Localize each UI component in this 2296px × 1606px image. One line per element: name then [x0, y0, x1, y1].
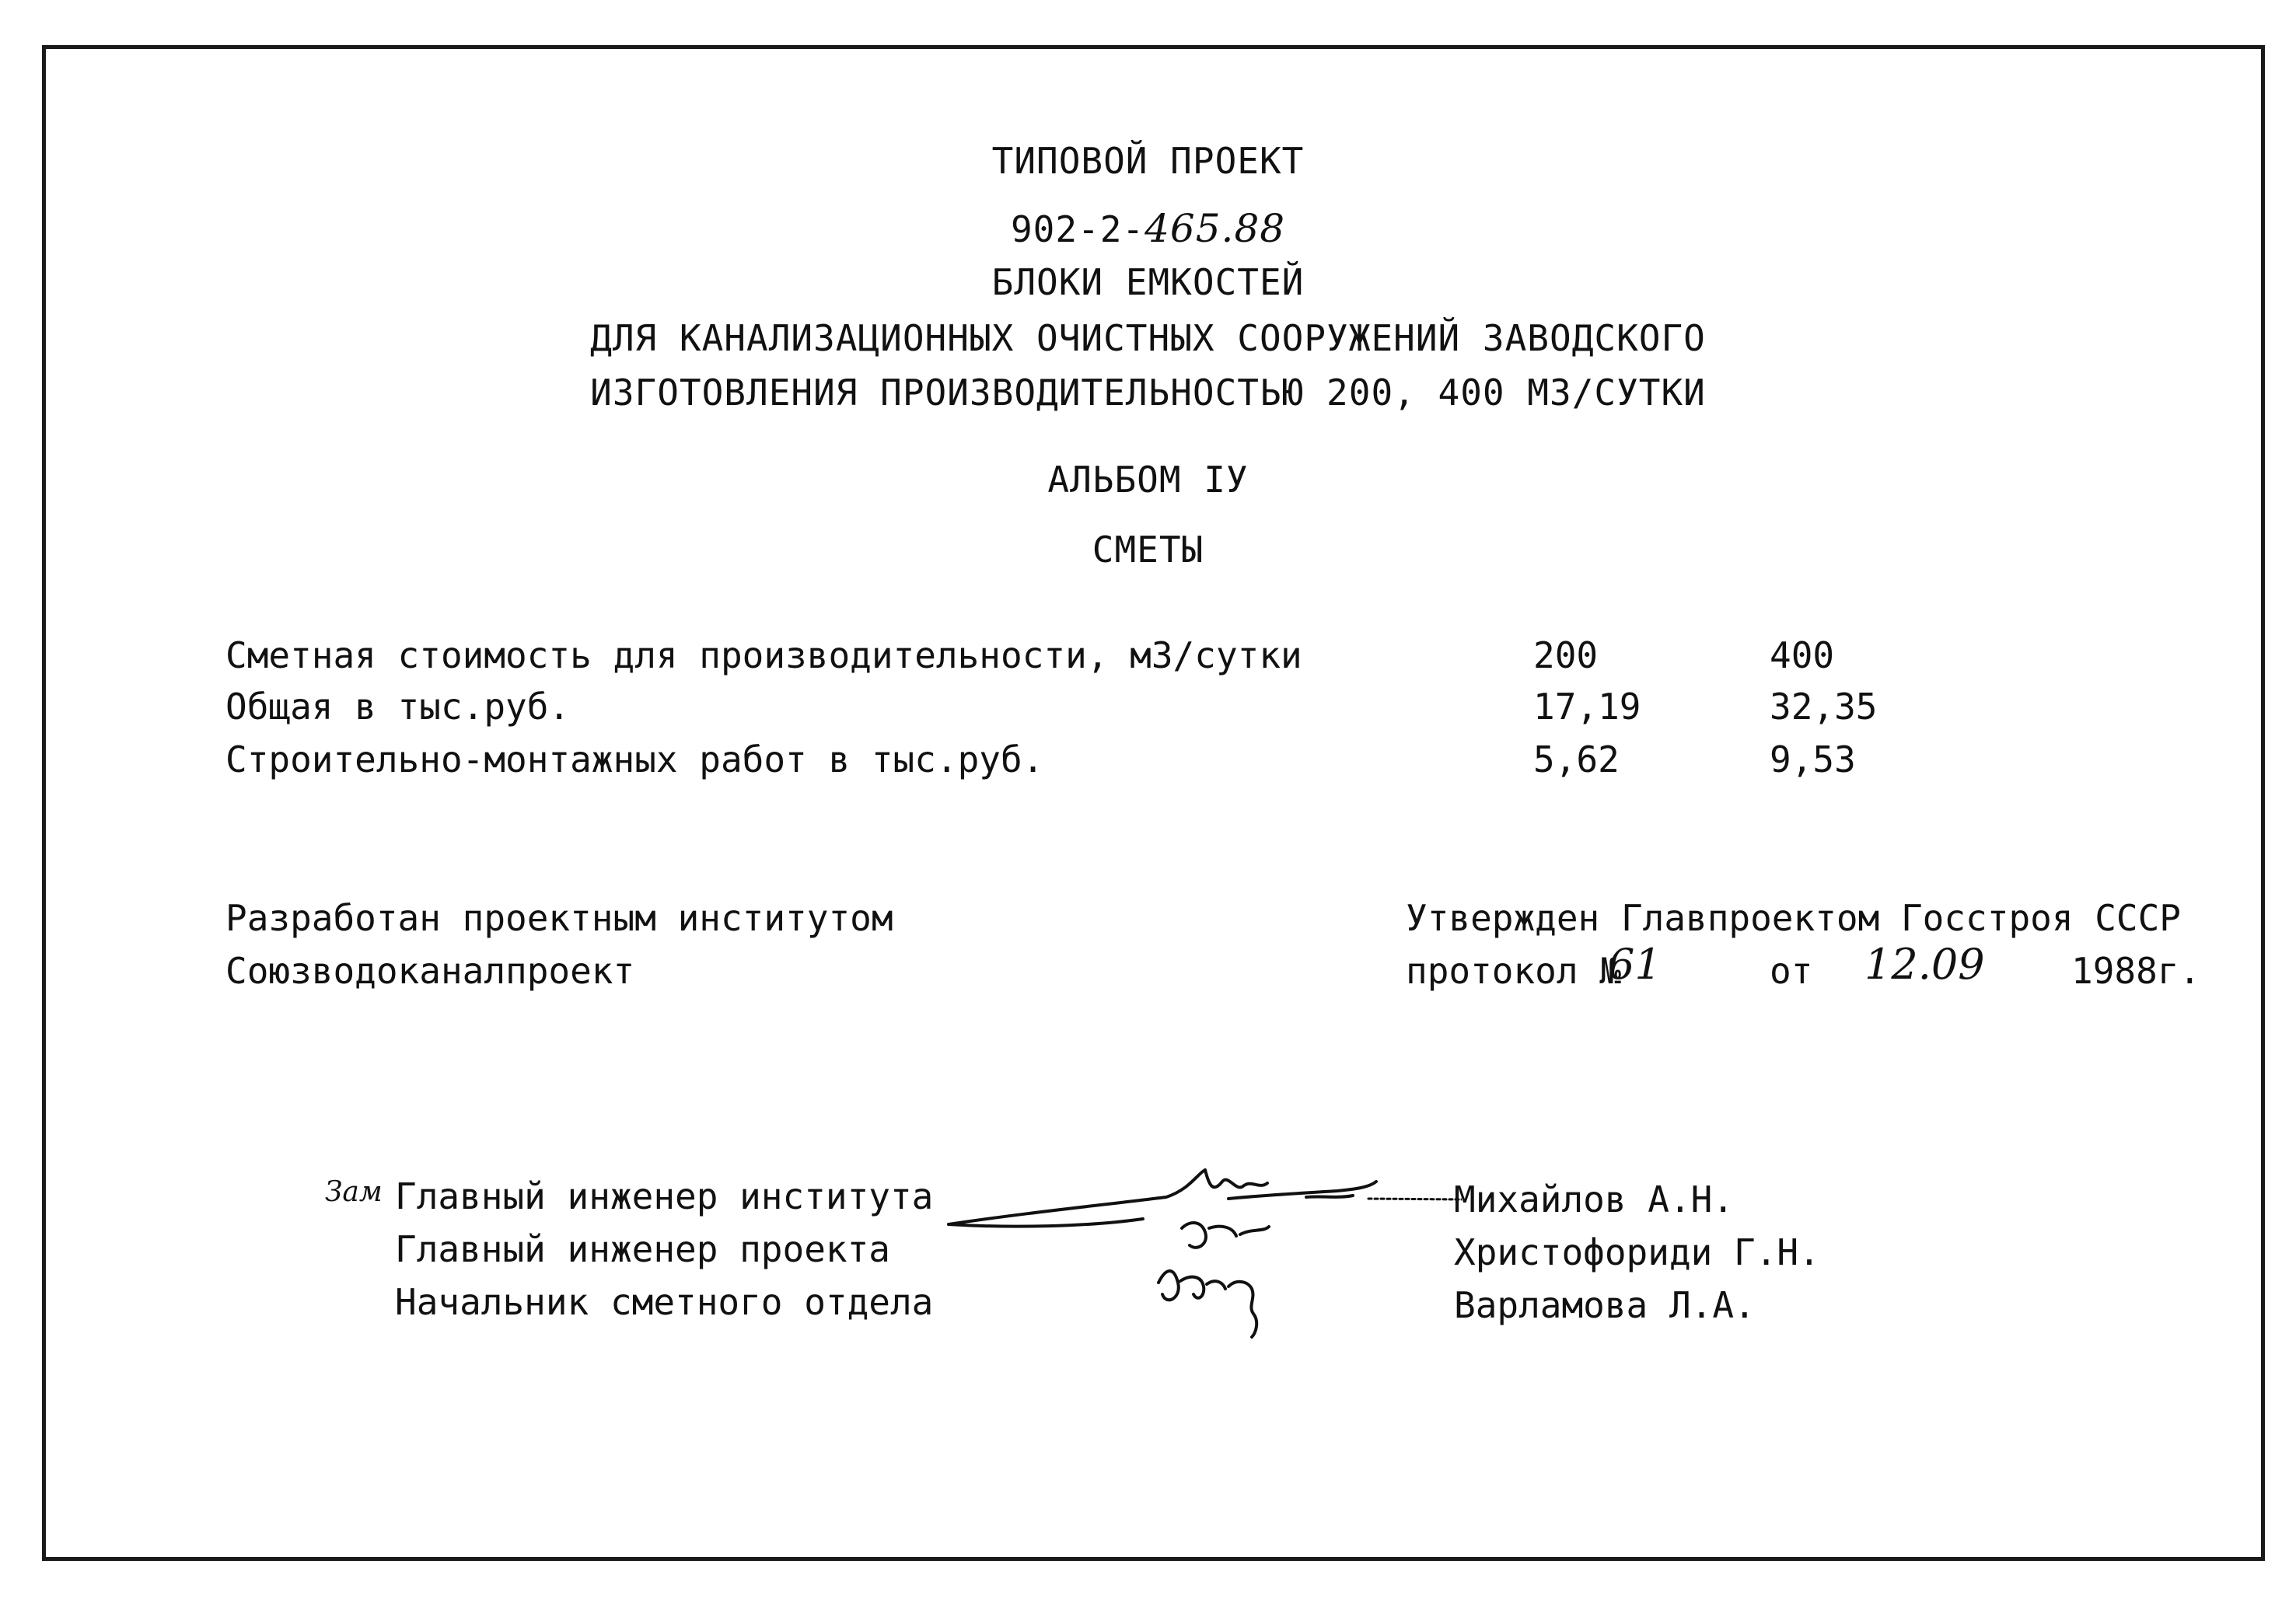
signatory-role: Главный инженер института: [395, 1175, 934, 1217]
signatory-role: Главный инженер проекта: [395, 1228, 890, 1270]
album-label: АЛЬБОМ IУ: [1047, 459, 1249, 501]
row-label: Строительно-монтажных работ в тыс.руб.: [225, 738, 1044, 780]
row-value-200: 200: [1533, 634, 1599, 676]
developer-line-1: Разработан проектным институтом: [225, 897, 893, 939]
row-value-400: 9,53: [1770, 738, 1856, 780]
section-label: СМЕТЫ: [1092, 529, 1204, 571]
deputy-prefix: Зам: [325, 1176, 383, 1208]
signatory-role: Начальник сметного отдела: [395, 1281, 934, 1323]
row-label: Сметная стоимость для производительности, м3/сутки: [225, 634, 1302, 676]
project-code: [0, 208, 2296, 250]
approval-year: 1988г.: [2071, 950, 2201, 992]
from-label: от: [1770, 950, 1813, 992]
subtitle-line-1: БЛОКИ ЕМКОСТЕЙ: [991, 261, 1305, 303]
project-code-number: 465.88: [1145, 206, 1286, 251]
approval-date: 12.09: [1864, 940, 1985, 989]
handwritten-signatures: [933, 1150, 1462, 1353]
row-value-200: 17,19: [1533, 686, 1641, 728]
protocol-label: протокол №: [1406, 950, 1621, 992]
row-value-200: 5,62: [1533, 738, 1620, 780]
subtitle-line-3: ИЗГОТОВЛЕНИЯ ПРОИЗВОДИТЕЛЬНОСТЬЮ 200, 400 М3/СУТКИ: [590, 372, 1706, 414]
row-value-400: 32,35: [1770, 686, 1878, 728]
signatory-name: Христофориди Г.Н.: [1454, 1231, 1820, 1273]
row-label: Общая в тыс.руб.: [225, 686, 571, 728]
signatory-name: Варламова Л.А.: [1454, 1284, 1756, 1326]
developer-line-2: Союзводоканалпроект: [225, 950, 635, 992]
document-title: ТИПОВОЙ ПРОЕКТ: [991, 140, 1305, 182]
row-value-400: 400: [1770, 634, 1835, 676]
subtitle-line-2: ДЛЯ КАНАЛИЗАЦИОННЫХ ОЧИСТНЫХ СООРУЖЕНИЙ ЗАВОДСКОГО: [590, 317, 1706, 359]
signatory-name: Михайлов А.Н.: [1454, 1178, 1735, 1220]
project-code-prefix: 902-2-: [1010, 208, 1145, 250]
approval-line-1: Утвержден Главпроектом Госстроя СССР: [1406, 897, 2181, 939]
protocol-number: 61: [1608, 940, 1662, 989]
